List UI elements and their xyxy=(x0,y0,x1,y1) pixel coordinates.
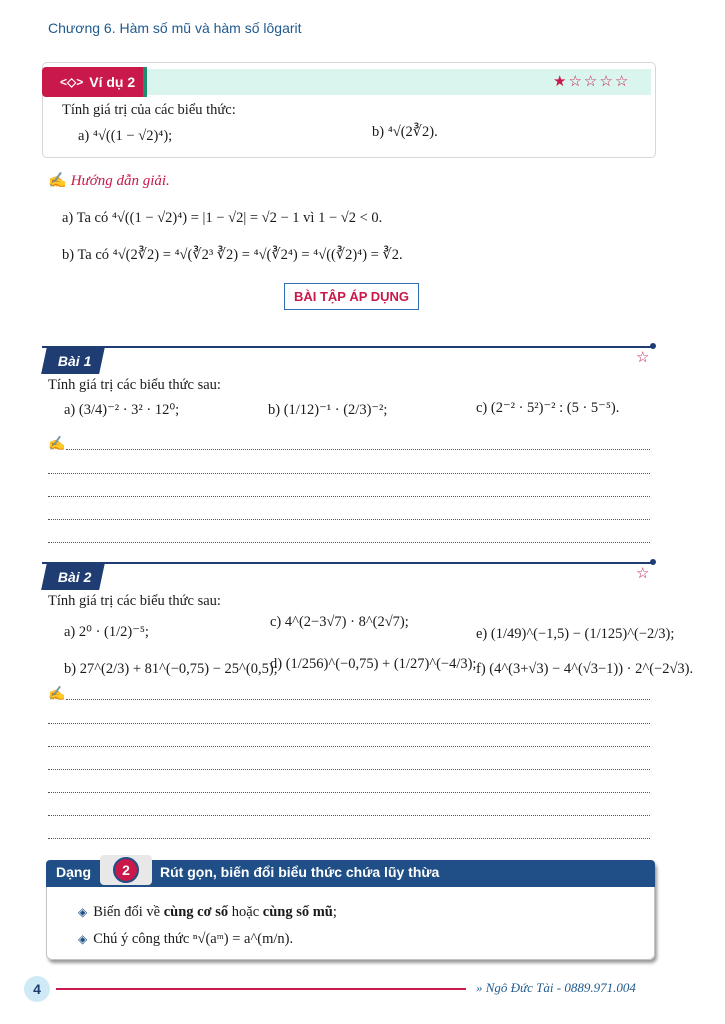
example-tag-label: Ví dụ 2 xyxy=(89,74,136,90)
answer-line[interactable] xyxy=(48,781,650,793)
bai1-header-line xyxy=(42,346,653,348)
pencil-icon: ✍ xyxy=(48,173,67,189)
diamond-code-icon: <◇> xyxy=(60,75,84,89)
double-chevron-icon: » xyxy=(476,980,483,995)
star-empty-icon: ☆ xyxy=(614,74,631,90)
diamond-bullet-icon: ◈ xyxy=(78,905,88,919)
answer-line[interactable] xyxy=(48,735,650,747)
answer-line[interactable] xyxy=(48,712,650,724)
page-number: 4 xyxy=(24,976,50,1002)
dang-item-1 xyxy=(78,904,337,921)
star-empty-icon: ☆ xyxy=(636,566,650,582)
bai2-part-d: d) (1/256)^(−0,75) + (1/27)^(−4/3); xyxy=(270,656,477,672)
answer-line[interactable] xyxy=(66,688,650,700)
bai1-tag xyxy=(41,347,105,374)
dang-item-1-end: ; xyxy=(332,904,337,920)
star-empty-icon: ☆ xyxy=(568,74,584,90)
star-empty-icon: ☆ xyxy=(583,74,600,90)
dang-item-2 xyxy=(78,931,293,948)
chapter-title: Chương 6. Hàm số mũ và hàm số lôgarit xyxy=(48,20,302,36)
solution-hint xyxy=(48,171,170,190)
bai1-part-b: b) (1/12)⁻¹ · (2/3)⁻²; xyxy=(268,402,388,418)
bai2-part-c: c) 4^(2−3√7) · 8^(2√7); xyxy=(270,614,409,630)
dang-label: Dạng xyxy=(56,864,91,880)
apply-exercises-heading: BÀI TẬP ÁP DỤNG xyxy=(284,283,419,310)
answer-line[interactable] xyxy=(48,462,650,474)
answer-line[interactable] xyxy=(66,438,650,450)
solution-b: b) Ta có ⁴√(2∛2) = ⁴√(∛2³ ∛2) = ⁴√(∛2⁴) = ⁴√((∛2)⁴) = ∛2. xyxy=(62,247,403,263)
bai1-part-c: c) (2⁻² · 5²)⁻² : (5 · 5⁻⁵). xyxy=(476,400,620,416)
solution-hint-label: Hướng dẫn giải. xyxy=(70,173,170,189)
pencil-icon: ✍ xyxy=(48,437,66,452)
pencil-icon: ✍ xyxy=(48,687,66,702)
example-task: Tính giá trị của các biểu thức: xyxy=(62,102,236,118)
answer-line[interactable] xyxy=(48,758,650,770)
bai2-tag-label: Bài 2 xyxy=(58,568,92,585)
bai2-task: Tính giá trị các biểu thức sau: xyxy=(48,593,221,609)
dang-item-1-bold-2: cùng số mũ xyxy=(262,904,333,920)
answer-line[interactable] xyxy=(48,508,650,520)
bai1-tag-label: Bài 1 xyxy=(58,352,92,369)
star-filled-icon: ★ xyxy=(553,74,569,90)
bai2-header-dot xyxy=(650,559,656,565)
diamond-bullet-icon: ◈ xyxy=(78,932,88,946)
footer-author xyxy=(476,980,636,996)
bai2-tag xyxy=(41,563,105,590)
example-part-b: b) ⁴√(2∛2). xyxy=(372,124,438,140)
example-tag xyxy=(42,67,146,97)
answer-line[interactable] xyxy=(48,827,650,839)
dang-item-1-pre: Biến đổi về xyxy=(93,904,164,920)
bai1-header-dot xyxy=(650,343,656,349)
dang-item-1-mid: hoặc xyxy=(228,904,263,920)
star-empty-icon: ☆ xyxy=(599,74,615,90)
star-empty-icon: ☆ xyxy=(636,350,650,366)
dang-number: 2 xyxy=(113,857,139,883)
bai1-task: Tính giá trị các biểu thức sau: xyxy=(48,377,221,393)
bai2-part-f: f) (4^(3+√3) − 4^(√3−1)) · 2^(−2√3). xyxy=(476,661,694,677)
example-part-a: a) ⁴√((1 − √2)⁴); xyxy=(78,128,173,144)
difficulty-stars xyxy=(553,72,630,91)
bai1-part-a: a) (3/4)⁻² · 3² · 12⁰; xyxy=(64,402,180,418)
bai2-header-line xyxy=(42,562,653,564)
answer-line[interactable] xyxy=(48,804,650,816)
solution-a: a) Ta có ⁴√((1 − √2)⁴) = |1 − √2| = √2 − 1 vì 1 − √2 < 0. xyxy=(62,210,383,226)
answer-line[interactable] xyxy=(48,485,650,497)
dang-title: Rút gọn, biến đổi biểu thức chứa lũy thừa xyxy=(160,864,440,880)
dang-item-1-bold-1: cùng cơ số xyxy=(163,904,229,920)
bai2-part-a: a) 2⁰ · (1/2)⁻⁵; xyxy=(64,624,149,640)
bai2-part-b: b) 27^(2/3) + 81^(−0,75) − 25^(0,5); xyxy=(64,661,278,677)
footer-line xyxy=(56,988,466,990)
bai2-part-e: e) (1/49)^(−1,5) − (1/125)^(−2/3); xyxy=(476,626,675,642)
dang-item-2-text: Chú ý công thức ⁿ√(aᵐ) = a^(m/n). xyxy=(93,931,294,947)
example-tag-edge xyxy=(143,67,147,97)
footer-author-text: Ngô Đức Tài - 0889.971.004 xyxy=(485,980,636,995)
answer-line[interactable] xyxy=(48,531,650,543)
